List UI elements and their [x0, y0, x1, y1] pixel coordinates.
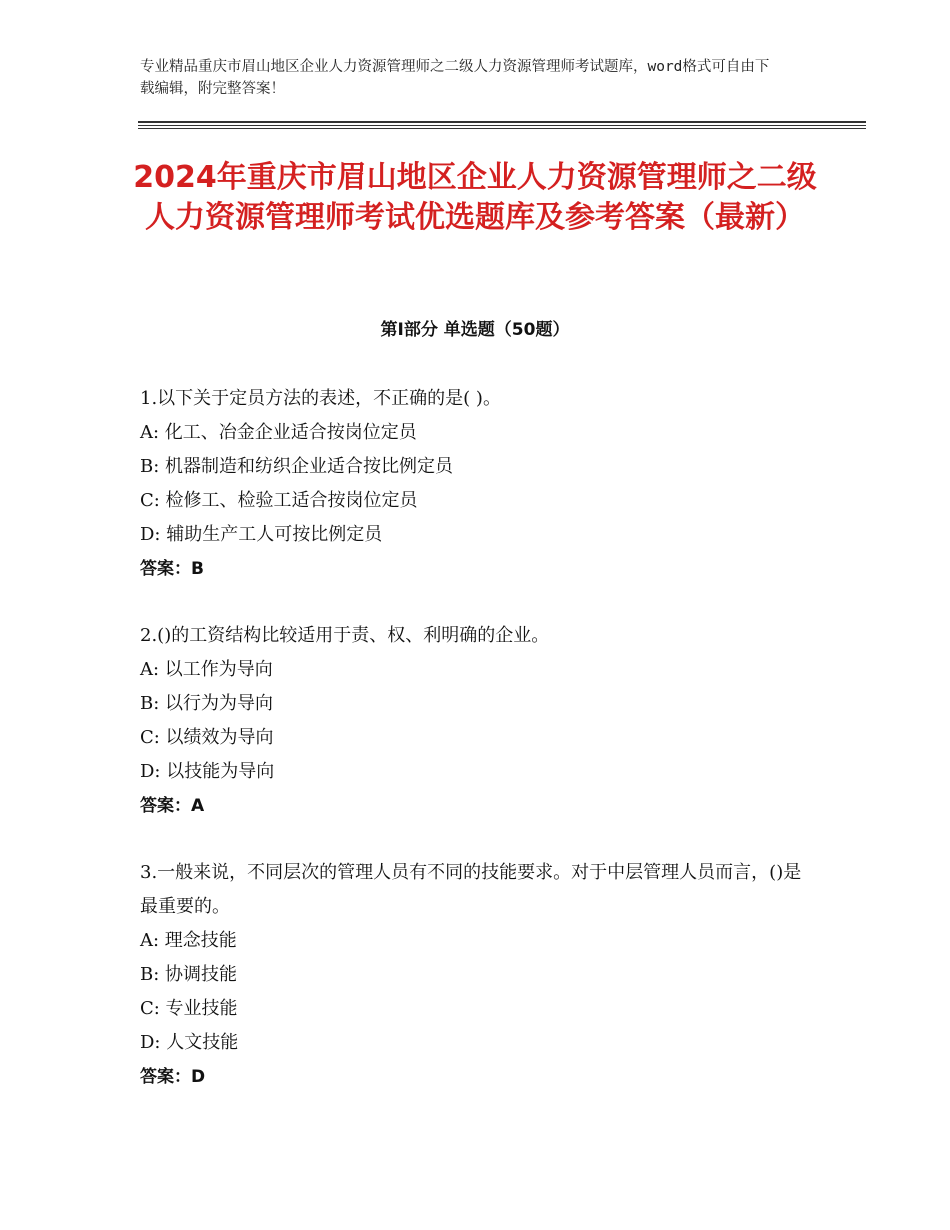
- header-divider: [138, 121, 866, 123]
- question-stem: 3.一般来说，不同层次的管理人员有不同的技能要求。对于中层管理人员而言，()是最重要的。: [140, 862, 802, 917]
- question-answer: 答案：B: [140, 559, 204, 579]
- question-option-c: C: 检修工、检验工适合按岗位定员: [140, 490, 418, 511]
- question-stem: 2.()的工资结构比较适用于责、权、利明确的企业。: [140, 625, 550, 646]
- question-option-a: A: 理念技能: [140, 930, 237, 951]
- question-stem: 1.以下关于定员方法的表述，不正确的是( )。: [140, 388, 501, 409]
- question-answer: 答案：A: [140, 796, 205, 816]
- question-option-a: A: 以工作为导向: [140, 659, 273, 680]
- question-option-a: A: 化工、冶金企业适合按岗位定员: [140, 422, 417, 443]
- question-option-b: B: 机器制造和纺织企业适合按比例定员: [140, 456, 454, 477]
- section-heading: 第Ⅰ部分 单选题（50题）: [380, 320, 570, 340]
- question-item: [140, 619, 810, 823]
- question-option-d: D: 以技能为导向: [140, 761, 275, 782]
- question-option-d: D: 人文技能: [140, 1032, 239, 1053]
- question-option-b: B: 协调技能: [140, 964, 238, 985]
- question-option-c: C: 以绩效为导向: [140, 727, 274, 748]
- document-title: 2024年重庆市眉山地区企业人力资源管理师之二级人力资源管理师考试优选题库及参考答案（最新）: [133, 160, 817, 235]
- question-option-c: C: 专业技能: [140, 998, 238, 1019]
- question-list: [140, 382, 810, 1127]
- header-divider: [138, 125, 866, 126]
- question-item: [140, 382, 810, 586]
- header-divider: [138, 128, 866, 129]
- question-item: [140, 856, 810, 1094]
- question-answer: 答案：D: [140, 1067, 206, 1087]
- header-note: 专业精品重庆市眉山地区企业人力资源管理师之二级人力资源管理师考试题库，word格式可自由下载编辑，附完整答案！: [140, 59, 770, 97]
- question-option-b: B: 以行为为导向: [140, 693, 274, 714]
- question-option-d: D: 辅助生产工人可按比例定员: [140, 524, 383, 545]
